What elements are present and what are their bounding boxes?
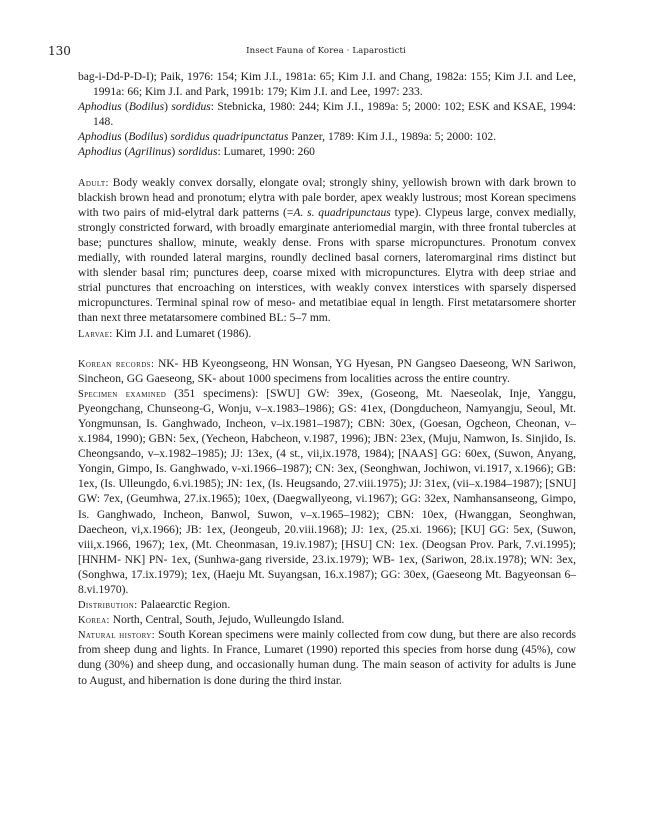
subgenus-name: Bodilus (128, 131, 164, 144)
section-label-distribution: Distribution: (78, 600, 138, 612)
subgenus-name: Bodilus (128, 101, 165, 114)
genus-name: Aphodius (78, 146, 122, 159)
references: : Stebnicka, 1980: 244; Kim J.I., 1989a: 5; 2000: 102; ESK and KSAE, 1994: 148. (93, 101, 576, 129)
korea-paragraph: Korea: North, Central, South, Jejudo, Wulleungdo Island. (78, 614, 345, 627)
larvae-paragraph: Larvae: Kim J.I. and Lumaret (1986). (78, 327, 252, 340)
section-label-korean-records: Korean records: (78, 358, 155, 370)
natural-history-paragraph: Natural history: South Korean specimens were mainly collected from cow dung, but there are also records from sheep dung and lights. In France, Lumaret (1990) reported this species from horse dung (45%), cow dung (30%) and sheep dung, and occasionally human dung. The main season of activity for adults is June to August, and hibernation is done during the third instar. (78, 629, 577, 687)
synonymy-entry: Aphodius (Bodilus) sordidus quadripunctatus Panzer, 1789: Kim J.I., 1989a: 5; 2000: 102. (78, 131, 497, 144)
species-name: sordidus (171, 101, 211, 114)
references: Panzer, 1789: Kim J.I., 1989a: 5; 2000: 102. (288, 131, 497, 144)
species-name: sordidus (178, 146, 218, 159)
distribution-paragraph: Distribution: Palaearctic Region. (78, 599, 231, 612)
section-label-korea: Korea: (78, 615, 110, 627)
section-label-specimen-examined: Specimen examined (78, 388, 167, 400)
specimen-examined-paragraph: Specimen examined (351 specimens): [SWU] GW: 39ex, (Goseong, Mt. Naeseolak, Inje, Yanggu, Pyeongchang, Chunseong-G, Wonju, v–x.1983–1986); GS: 41ex, (Dongducheon, Namyangju, Seoul, Mt. Yongmunsan, Is. Ganghwado, Incheon, v–ix.1981–1987); CBN: 30ex, (Goesan, Ogcheon, Cheonan, v–x.1984, 1990); GBN: 5ex, (Yecheon, Habcheon, v.1987, 1996); JBN: 23ex, (Muju, Namwon, Is. Sinjido, Is. Cheongsando, v–x.1982–1985); JJ: 13ex, (4 st., vii,ix.1978, 1984); [NAAS] GG: 60ex, (Suwon, Anyang, Yongin, Gimpo, Is. Ganghwado, v-xi.1966–1987); CN: 3ex, (Seonghwan, Jochiwon, vi.1917, x.1966); GB: 1ex, (Is. Ulleungdo, 6.vi.1985); JN: 1ex, (Is. Heugsando, 27.viii.1975); JJ: 31ex, (vii–x.1984–1987); [SNU] GW: 7ex, (Geumhwa, 27.ix.1965); 10ex, (Daegwallyeong, vi.1967); GG: 32ex, Namhansanseong, Gimpo, Is. Ganghwado, Incheon, Banwol, Suwon, v–x.1965–1982); CBN: 10ex, (Hwanggan, Seonghwan, Daecheon, vi,x.1966); JB: 1ex, (Jeongeub, 20.viii.1968); JJ: 1ex, (25.xi. 1966); [KU] GG: 5ex, (Suwon, viii,x.1966, 1967); 1ex, (Mt. Cheonmasan, 19.iv.1987); [HSU] CN: 1ex. (Deogsan Prov. Park, 7.vi.1995); [HNHM- NK] PN- 1ex, (Sunhwa-gang riverside, 23.ix.1979); WB- 1ex, (Sariwon, 28.ix.1978); WN: 3ex, (Songhwa, 17.ix.1979); 1ex, (Haeju Mt. Suyangsan, 16.x.1987); GG: 30ex, (Gaeseong Mt. Bagyeonsan 6–8.vi.1970). (78, 387, 576, 596)
genus-name: Aphodius (78, 131, 122, 144)
species-name: sordidus quadripunctatus (170, 131, 289, 144)
section-label-larvae: Larvae: (78, 328, 113, 340)
running-title: Insect Fauna of Korea · Laparosticti (246, 46, 406, 56)
synonymy-entry: Aphodius (Agrilinus) sordidus: Lumaret, 1990: 260 (78, 146, 315, 159)
synonymy-continuation: bag-i-Dd-P-D-I); Paik, 1976: 154; Kim J.I., 1981a: 65; Kim J.I. and Chang, 1982a: 155; Kim J.I. and Lee, 1991a: 66; Kim J.I. and Park, 1991b: 179; Kim J.I. and Lee, 1997: 233. (78, 71, 576, 99)
section-label-adult: Adult: (78, 177, 109, 189)
page-number: 130 (48, 44, 71, 58)
synonymy-entry: Aphodius (Bodilus) sordidus: Stebnicka, 1980: 244; Kim J.I., 1989a: 5; 2000: 102; ESK and KSAE, 1994: 148. (78, 101, 576, 129)
running-header (48, 44, 604, 60)
references: : Lumaret, 1990: 260 (217, 146, 315, 159)
korean-records-paragraph: Korean records: NK- HB Kyeongseong, HN Wonsan, YG Hyesan, PN Gangseo Daeseong, WN Sariwon, Sincheon, GG Gaeseong, SK- about 1000 specimens from localities across the entire country. (78, 357, 576, 385)
main-text (78, 70, 576, 689)
genus-name: Aphodius (78, 101, 122, 114)
adult-description: Adult: Body weakly convex dorsally, elongate oval; strongly shiny, yellowish brown with dark brown to blackish brown head and pronotum; elytra with pale border, apex weakly lustrous; most Korean specimens with two pairs of mid-elytral dark patterns (=A. s. quadripunctaus type). Clypeus large, convex medially, strongly constricted forward, with broadly emarginate anteriomedial margin, with three frontal tubercles at base; punctures shallow, minute, weakly dense. Frons with sparse micropunctures. Pronotum convex medially, with rounded lateral margins, roundly declined basal corners, lateromarginal rims distinct but with slender basal rim; punctures deep, coarse mixed with micropunctures. Elytra with deep striae and strial punctures that encroaching on interstices, with weakly convex interstices with sparsely dispersed micropunctures. Terminal spinal row of meso- and metatibiae equal in length. First metatarsomere shorter than next three metatarsomere combined BL: 5–7 mm. (78, 176, 576, 325)
section-label-natural-history: Natural history: (78, 630, 156, 642)
subgenus-name: Agrilinus (128, 146, 172, 159)
